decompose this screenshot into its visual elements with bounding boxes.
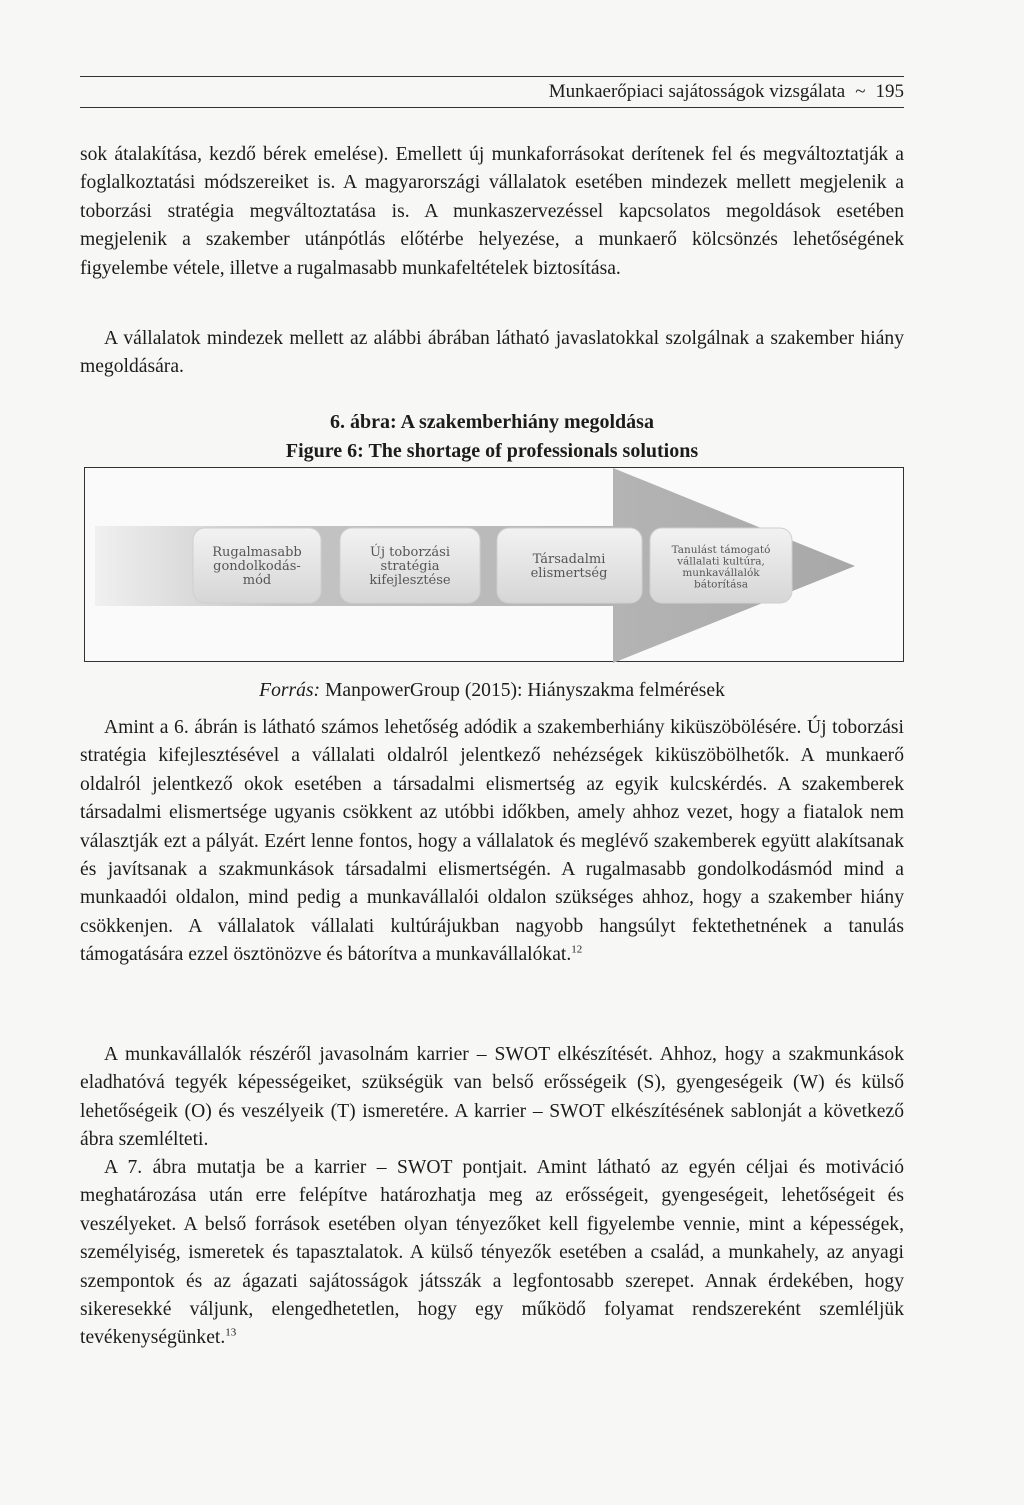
box-3-label-line: Társadalmi — [532, 552, 606, 567]
figure-title-hu: 6. ábra: A szakemberhiány megoldása — [330, 411, 654, 433]
paragraph-3 — [80, 714, 904, 970]
box-1-label-line: mód — [242, 573, 272, 588]
box-4-label-line: Tanulást támogató — [671, 543, 771, 556]
paragraph-2: A vállalatok mindezek mellett az alábbi ábrában látható javaslatokkal szolgálnak a szakember hiány megoldására. — [80, 328, 904, 378]
figure-title-en: Figure 6: The shortage of professionals solutions — [285, 440, 699, 462]
diagram-canvas — [85, 468, 905, 663]
page-number: 195 — [875, 81, 904, 102]
footnote-ref-12: 12 — [571, 943, 583, 956]
paragraph-4: A munkavállalók részéről javasolnám karrier – SWOT elkészítését. Ahhoz, hogy a szakmunkások eladhatóvá tegyék képességeiket, szükségük van belső erősségeik (S), gyengeségeik (W) és külső lehetőségeik (O) és veszélyeik (T) ismeretére. A karrier – SWOT elkészítésének sablonját a következő ábra szemlélteti. — [80, 1044, 904, 1151]
source-label: Forrás: — [259, 680, 321, 701]
paragraph-1: sok átalakítása, kezdő bérek emelése). Emellett új munkaforrásokat derítenek fel és megváltoztatják a foglalkoztatási módszereiket is. A magyarországi vállalatok esetében mindezek mellett megjelenik a toborzási stratégia megváltoztatása is. A munkaszervezéssel kapcsolatos megoldások esetében megjelenik a szakember utánpótlás előtérbe helyezése, a munkaerő kölcsönzés lehetőségének figyelembe vétele, illetve a rugalmasabb munkafeltételek biztosítása. — [80, 144, 904, 279]
box-1-label-line: Rugalmasabb — [212, 545, 302, 560]
source-text: ManpowerGroup (2015): Hiányszakma felmérések — [320, 680, 725, 701]
box-4-label-line: munkavállalók — [682, 566, 760, 579]
footnote-ref-13: 13 — [225, 1326, 237, 1339]
box-4-label-line: bátorítása — [693, 578, 749, 591]
box-4-label-line: vállalati kultúra, — [677, 555, 765, 568]
figure-source — [80, 680, 904, 702]
page-header — [80, 76, 904, 108]
box-2-label-line: kifejlesztése — [369, 573, 451, 588]
box-2-label-line: stratégia — [380, 559, 440, 574]
header-separator: ~ — [855, 81, 866, 102]
figure-6-diagram — [84, 467, 904, 662]
paragraph-5-text: A 7. ábra mutatja be a karrier – SWOT pontjait. Amint látható az egyén céljai és motiváció meghatározása után erre felépítve határozhatja meg az erősségeit, gyengeségeit, lehetőségeit és veszélyeket. A belső források esetében olyan tényezőket kell figyelembe vennie, mint a képességek, személyiség, ismeretek és tapasztalatok. A külső tényezők esetében a család, a munkahely, az anyagi szempontok és az ágazati sajátosságok játsszák a legfontosabb szerepet. Annak érdekében, hogy sikeresekké váljunk, elengedhetetlen, hogy egy működő folyamat rendszereként szemléljük tevékenységünket. — [80, 1157, 904, 1349]
box-2-label-line: Új toborzási — [370, 545, 450, 560]
box-1-label-line: gondolkodás- — [213, 559, 301, 574]
paragraph-5 — [80, 1154, 904, 1353]
box-3-label-line: elismertség — [530, 566, 608, 581]
running-title: Munkaerőpiaci sajátosságok vizsgálata — [548, 81, 846, 102]
paragraph-3-text: Amint a 6. ábrán is látható számos lehetőség adódik a szakemberhiány kiküszöbölésére. Új toborzási stratégia kifejlesztésével a vállalati oldalról jelentkező nehézségek kiküszöbölhetők. A munkaerő oldalról jelentkező okok esetében a társadalmi elismertség az egyik kulcskérdés. A szakemberek társadalmi elismertsége ugyanis csökkent az utóbbi időkben, amely ahhoz vezet, hogy a fiatalok nem választják ezt a pályát. Ezért lenne fontos, hogy a vállalatok és meglévő szakemberek együtt alakítsanak és javítsanak a szakmunkások társadalmi elismertségén. A rugalmasabb gondolkodásmód mind a munkaadói oldalon, mind pedig a munkavállalói oldalon szükséges ahhoz, hogy a szakember hiány csökkenjen. A vállalatok vállalati kultúrájukban nagyobb hangsúlyt fektethetnének a tanulás támogatására ezzel ösztönözve és bátorítva a munkavállalókat. — [80, 717, 904, 966]
